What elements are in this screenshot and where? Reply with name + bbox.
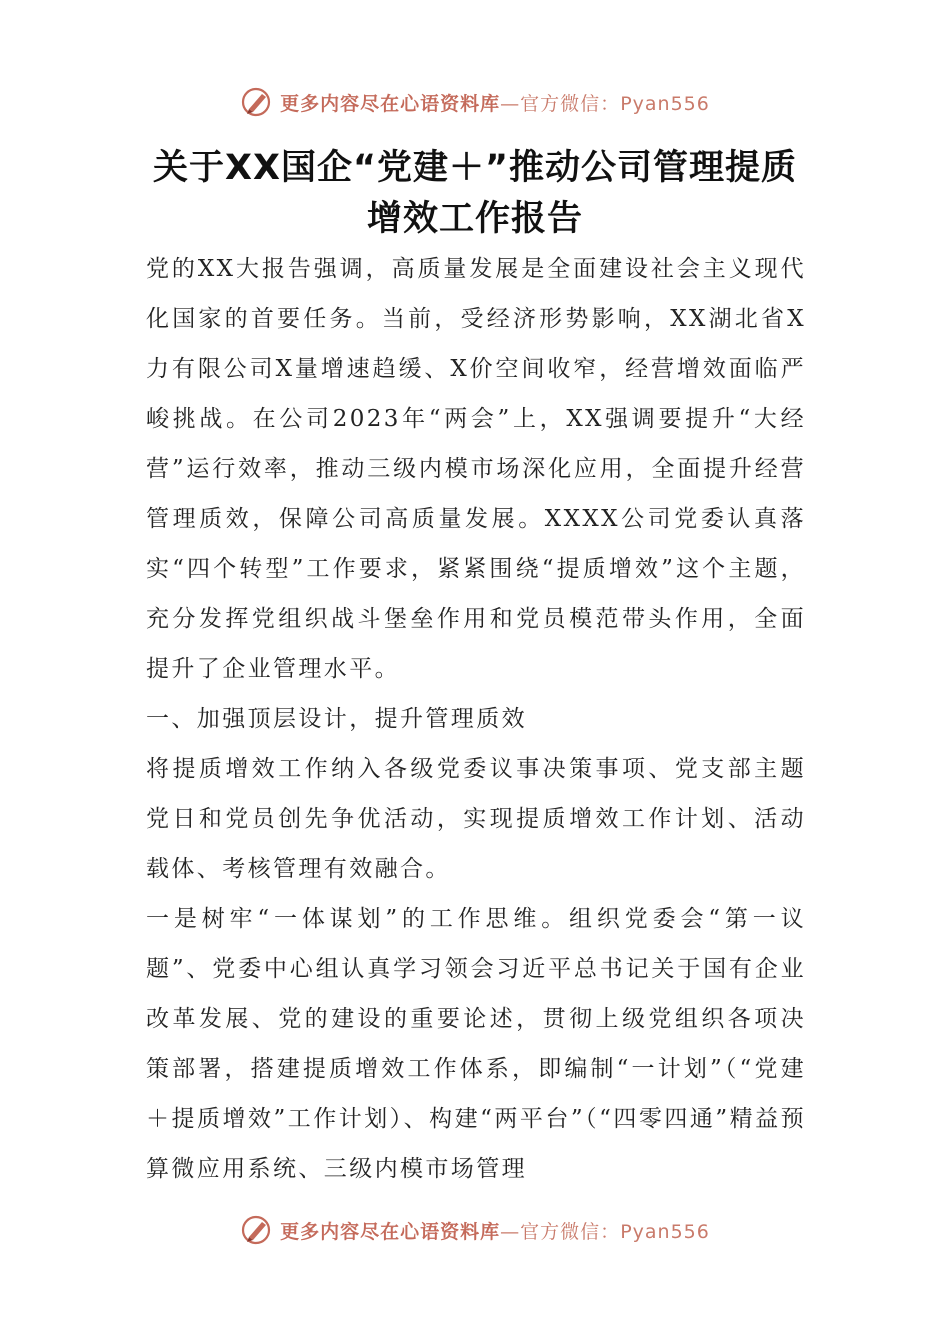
watermark-wechat-label: 官方微信： bbox=[520, 92, 621, 115]
title-line-2: 增效工作报告 bbox=[366, 199, 583, 239]
watermark-wechat-label: 官方微信： bbox=[520, 1220, 621, 1243]
section-heading-1: 一、加强顶层设计，提升管理质效 bbox=[146, 706, 527, 732]
watermark-text bbox=[280, 1217, 710, 1244]
document-body bbox=[146, 244, 806, 1194]
paragraph-intro: 党的XX大报告强调，高质量发展是全面建设社会主义现代化国家的首要任务。当前，受经济形势影响，XX湖北省X力有限公司X量增速趋缓、X价空间收窄，经营增效面临严峻挑战。在公司2023年“两会”上，XX强调要提升“大经营”运行效率，推动三级内模市场深化应用，全面提升经营管理质效，保障公司高质量发展。XXXX公司党委认真落实“四个转型”工作要求，紧紧围绕“提质增效”这个主题，充分发挥党组织战斗堡垒作用和党员模范带头作用，全面提升了企业管理水平。 bbox=[146, 256, 806, 682]
watermark-brand: 更多内容尽在心语资料库 bbox=[280, 92, 501, 115]
watermark-separator: — bbox=[500, 1220, 521, 1243]
watermark-footer bbox=[0, 1210, 950, 1250]
document-title bbox=[120, 143, 830, 245]
watermark-brand: 更多内容尽在心语资料库 bbox=[280, 1220, 501, 1243]
watermark-wechat-id: Pyan556 bbox=[620, 1220, 710, 1243]
watermark-text bbox=[280, 89, 710, 116]
watermark-header bbox=[0, 82, 950, 122]
paragraph-point-1: 一是树牢“一体谋划”的工作思维。组织党委会“第一议题”、党委中心组认真学习领会习近平总书记关于国有企业改革发展、党的建设的重要论述，贯彻上级党组织各项决策部署，搭建提质增效工作体系，即编制“一计划”（“党建＋提质增效”工作计划）、构建“两平台”（“四零四通”精益预算微应用系统、三级内模市场管理 bbox=[146, 906, 806, 1182]
watermark-wechat-id: Pyan556 bbox=[620, 92, 710, 115]
watermark-separator: — bbox=[500, 92, 521, 115]
paragraph-section-1: 将提质增效工作纳入各级党委议事决策事项、党支部主题党日和党员创先争优活动，实现提质增效工作计划、活动载体、考核管理有效融合。 bbox=[146, 756, 806, 882]
pen-logo-icon bbox=[240, 85, 274, 119]
title-line-1: 关于XX国企“党建＋”推动公司管理提质 bbox=[153, 148, 797, 188]
pen-logo-icon bbox=[240, 1213, 274, 1247]
